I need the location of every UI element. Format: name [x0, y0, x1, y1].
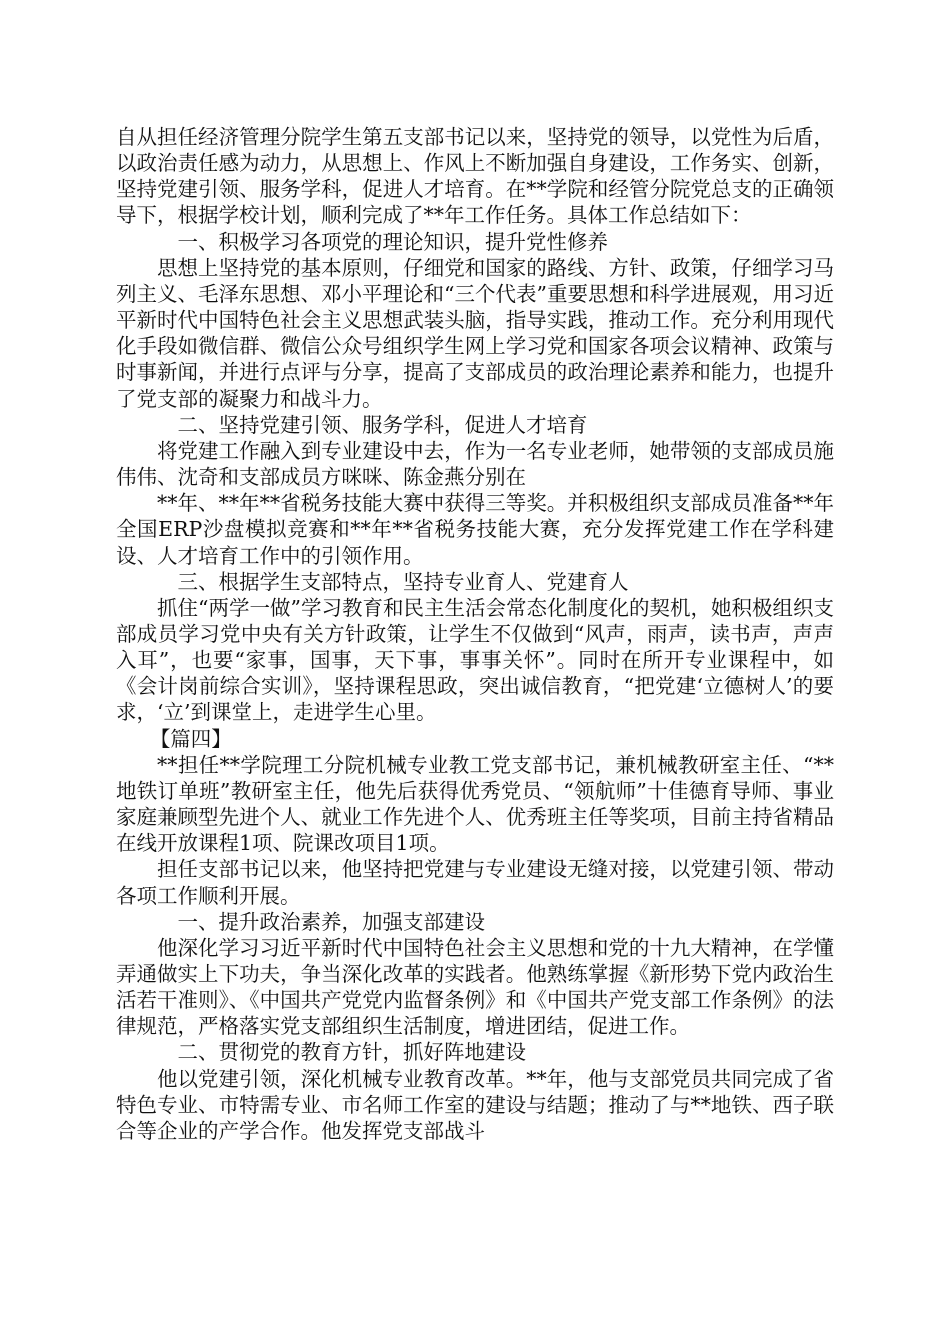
- body-paragraph: **担任**学院理工分院机械专业教工党支部书记，兼机械教研室主任、“**地铁订单班”教研室主任，他先后获得优秀党员、“领航师”十佳德育导师、事业家庭兼顾型先进个人、就业工作先进个人、优秀班主任等奖项，目前主持省精品在线开放课程1项、院课改项目1项。: [116, 752, 834, 856]
- document-page: [116, 124, 834, 1144]
- body-paragraph: 他以党建引领，深化机械专业教育改革。**年，他与支部党员共同完成了省特色专业、市特需专业、市名师工作室的建设与结题；推动了与**地铁、西子联合等企业的产学合作。他发挥党支部战斗: [116, 1066, 834, 1143]
- body-paragraph: 他深化学习习近平新时代中国特色社会主义思想和党的十九大精神，在学懂弄通做实上下功夫，争当深化改革的实践者。他熟练掌握《新形势下党内政治生活若干准则》、《中国共产党党内监督条例》和《中国共产党支部工作条例》的法律规范，严格落实党支部组织生活制度，增进团结，促进工作。: [116, 935, 834, 1039]
- body-paragraph: **年、**年**省税务技能大赛中获得三等奖。并积极组织支部成员准备**年全国ERP沙盘模拟竞赛和**年**省税务技能大赛，充分发挥党建工作在学科建设、人才培育工作中的引领作用。: [116, 491, 834, 568]
- section-heading-4: 一、提升政治素养，加强支部建设: [177, 909, 485, 934]
- section-heading-3: 三、根据学生支部特点，坚持专业育人、党建育人: [177, 569, 629, 594]
- body-paragraph: 将党建工作融入到专业建设中去，作为一名专业老师，她带领的支部成员施伟伟、沈奇和支部成员方咪咪、陈金燕分别在: [116, 438, 834, 490]
- section-heading-2: 二、坚持党建引领、服务学科，促进人才培育: [177, 412, 588, 437]
- intro-paragraph: 自从担任经济管理分院学生第五支部书记以来，坚持党的领导，以党性为后盾，以政治责任感为动力，从思想上、作风上不断加强自身建设，工作务实、创新，坚持党建引领、服务学科，促进人才培育。在**学院和经管分院党总支的正确领导下，根据学校计划，顺利完成了**年工作任务。具体工作总结如下：: [116, 125, 834, 228]
- body-paragraph: 思想上坚持党的基本原则，仔细党和国家的路线、方针、政策，仔细学习马列主义、毛泽东思想、邓小平理论和“三个代表”重要思想和科学进展观，用习近平新时代中国特色社会主义思想武装头脑，指导实践，推动工作。充分利用现代化手段如微信群、微信公众号组织学生网上学习党和国家各项会议精神、政策与时事新闻，并进行点评与分享，提高了支部成员的政治理论素养和能力，也提升了党支部的凝聚力和战斗力。: [116, 255, 834, 411]
- body-paragraph: 抓住“两学一做”学习教育和民主生活会常态化制度化的契机，她积极组织支部成员学习党中央有关方针政策，让学生不仅做到“风声，雨声，读书声，声声入耳”，也要“家事，国事，天下事，事事关怀”。同时在所开专业课程中，如《会计岗前综合实训》，坚持课程思政，突出诚信教育，“把党建‘立德树人’的要求，‘立’到课堂上，走进学生心里。: [116, 595, 834, 725]
- section-heading-1: 一、积极学习各项党的理论知识，提升党性修养: [177, 229, 608, 254]
- body-paragraph: 担任支部书记以来，他坚持把党建与专业建设无缝对接，以党建引领、带动各项工作顺利开展。: [116, 857, 834, 908]
- article-section-tag: 【篇四】: [149, 726, 232, 751]
- section-heading-5: 二、贯彻党的教育方针，抓好阵地建设: [177, 1040, 526, 1065]
